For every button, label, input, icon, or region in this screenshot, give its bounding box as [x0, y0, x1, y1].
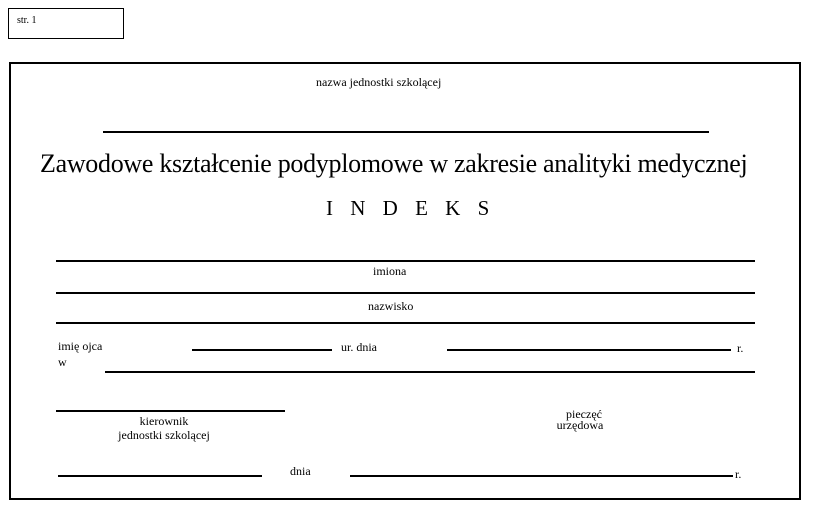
head-caption-line1: kierownik — [139, 414, 189, 428]
birth-place-caption: w — [58, 355, 67, 369]
surname-bottom-line — [56, 322, 755, 324]
page-number-label: str. 1 — [17, 15, 37, 26]
footer-year-suffix: r. — [735, 467, 742, 481]
father-name-line[interactable] — [192, 349, 332, 351]
footer-date-line[interactable] — [350, 475, 733, 477]
document-type-heading: I N D E K S — [326, 196, 496, 220]
place-signature-line[interactable] — [58, 475, 262, 477]
stamp-caption-line2: urzędowa — [556, 418, 604, 432]
birth-place-line[interactable] — [105, 371, 755, 373]
birth-year-suffix: r. — [737, 341, 744, 355]
surname-line[interactable] — [56, 292, 755, 294]
first-names-caption: imiona — [373, 264, 407, 278]
institution-name-line[interactable] — [103, 131, 709, 133]
birth-date-caption: ur. dnia — [341, 340, 377, 354]
surname-caption: nazwisko — [368, 299, 414, 313]
father-name-caption: imię ojca — [58, 339, 103, 353]
head-signature-line[interactable] — [56, 410, 285, 412]
institution-caption: nazwa jednostki szkolącej — [316, 75, 442, 89]
form-title: Zawodowe kształcenie podyplomowe w zakresie analityki medycznej — [40, 149, 748, 178]
stamp-caption-line1: pieczęć — [566, 407, 602, 421]
birth-date-line[interactable] — [447, 349, 731, 351]
head-caption-line2: jednostki szkolącej — [118, 428, 210, 442]
page-number-box — [8, 8, 124, 39]
footer-date-caption: dnia — [290, 464, 311, 478]
first-names-line[interactable] — [56, 260, 755, 262]
